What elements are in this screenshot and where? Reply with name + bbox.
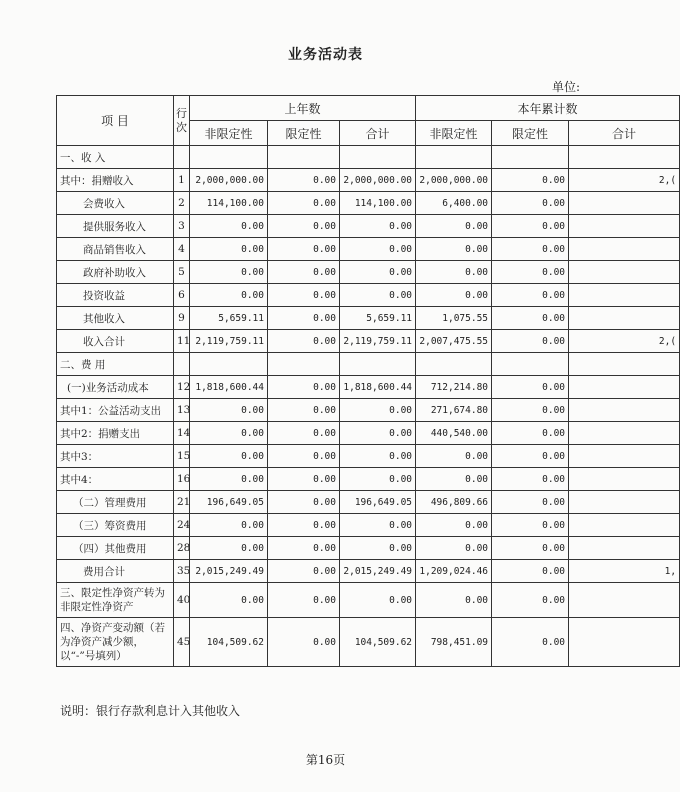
row-item-cell: 二、费 用 bbox=[57, 353, 174, 376]
prior-unrestricted-cell bbox=[190, 146, 268, 169]
row-line-cell: 14 bbox=[174, 422, 190, 445]
table-row bbox=[57, 284, 680, 307]
current-total-cell bbox=[569, 307, 680, 330]
current-restricted-cell: 0.00 bbox=[492, 215, 569, 238]
prior-total-cell: 104,509.62 bbox=[340, 618, 416, 667]
header-prior-year: 上年数 bbox=[190, 96, 416, 121]
prior-unrestricted-cell: 104,509.62 bbox=[190, 618, 268, 667]
row-line-cell: 13 bbox=[174, 399, 190, 422]
row-line-cell: 12 bbox=[174, 376, 190, 399]
row-item-cell: （二）管理费用 bbox=[57, 491, 174, 514]
current-unrestricted-cell: 1,209,024.46 bbox=[416, 560, 492, 583]
row-line-cell: 9 bbox=[174, 307, 190, 330]
prior-unrestricted-cell: 0.00 bbox=[190, 445, 268, 468]
current-restricted-cell: 0.00 bbox=[492, 261, 569, 284]
table-row bbox=[57, 422, 680, 445]
prior-total-cell: 0.00 bbox=[340, 514, 416, 537]
table-row bbox=[57, 583, 680, 618]
table-row bbox=[57, 307, 680, 330]
current-unrestricted-cell: 0.00 bbox=[416, 238, 492, 261]
current-restricted-cell bbox=[492, 353, 569, 376]
row-line-cell: 2 bbox=[174, 192, 190, 215]
prior-unrestricted-cell: 0.00 bbox=[190, 399, 268, 422]
row-item-cell: 四、净资产变动额（若为净资产减少额，以“-”号填列） bbox=[57, 618, 174, 667]
table-row bbox=[57, 353, 680, 376]
table-row bbox=[57, 169, 680, 192]
prior-restricted-cell: 0.00 bbox=[268, 376, 340, 399]
row-item-cell: 提供服务收入 bbox=[57, 215, 174, 238]
prior-unrestricted-cell: 0.00 bbox=[190, 284, 268, 307]
prior-unrestricted-cell: 114,100.00 bbox=[190, 192, 268, 215]
prior-restricted-cell bbox=[268, 146, 340, 169]
row-item-cell: 费用合计 bbox=[57, 560, 174, 583]
current-total-cell: 2,( bbox=[569, 169, 680, 192]
current-total-cell bbox=[569, 468, 680, 491]
table-row bbox=[57, 399, 680, 422]
prior-restricted-cell: 0.00 bbox=[268, 422, 340, 445]
prior-unrestricted-cell: 0.00 bbox=[190, 238, 268, 261]
row-line-cell: 15 bbox=[174, 445, 190, 468]
current-total-cell bbox=[569, 422, 680, 445]
current-total-cell bbox=[569, 146, 680, 169]
current-restricted-cell: 0.00 bbox=[492, 399, 569, 422]
current-unrestricted-cell: 271,674.80 bbox=[416, 399, 492, 422]
prior-restricted-cell: 0.00 bbox=[268, 445, 340, 468]
row-line-cell: 1 bbox=[174, 169, 190, 192]
table-row bbox=[57, 560, 680, 583]
prior-unrestricted-cell bbox=[190, 353, 268, 376]
prior-restricted-cell: 0.00 bbox=[268, 514, 340, 537]
prior-total-cell: 5,659.11 bbox=[340, 307, 416, 330]
current-total-cell: 1, bbox=[569, 560, 680, 583]
row-line-cell: 40 bbox=[174, 583, 190, 618]
current-unrestricted-cell: 0.00 bbox=[416, 468, 492, 491]
table-row bbox=[57, 261, 680, 284]
table-row bbox=[57, 514, 680, 537]
prior-unrestricted-cell: 2,000,000.00 bbox=[190, 169, 268, 192]
prior-total-cell: 114,100.00 bbox=[340, 192, 416, 215]
current-total-cell bbox=[569, 261, 680, 284]
current-total-cell bbox=[569, 514, 680, 537]
prior-unrestricted-cell: 1,818,600.44 bbox=[190, 376, 268, 399]
row-line-cell: 28 bbox=[174, 537, 190, 560]
prior-restricted-cell: 0.00 bbox=[268, 169, 340, 192]
header-row-1 bbox=[57, 96, 680, 121]
current-unrestricted-cell: 0.00 bbox=[416, 215, 492, 238]
current-total-cell bbox=[569, 192, 680, 215]
current-restricted-cell: 0.00 bbox=[492, 468, 569, 491]
current-total-cell bbox=[569, 376, 680, 399]
prior-unrestricted-cell: 0.00 bbox=[190, 514, 268, 537]
row-item-cell: 其中3： bbox=[57, 445, 174, 468]
table-row bbox=[57, 192, 680, 215]
current-unrestricted-cell: 0.00 bbox=[416, 445, 492, 468]
current-unrestricted-cell bbox=[416, 146, 492, 169]
unit-label: 单位: bbox=[552, 80, 581, 94]
current-total-cell bbox=[569, 618, 680, 667]
current-unrestricted-cell: 440,540.00 bbox=[416, 422, 492, 445]
table-row bbox=[57, 376, 680, 399]
header-item: 项 目 bbox=[57, 96, 174, 146]
row-item-cell: 投资收益 bbox=[57, 284, 174, 307]
current-unrestricted-cell: 1,075.55 bbox=[416, 307, 492, 330]
current-restricted-cell: 0.00 bbox=[492, 307, 569, 330]
prior-unrestricted-cell: 196,649.05 bbox=[190, 491, 268, 514]
prior-total-cell: 0.00 bbox=[340, 468, 416, 491]
prior-unrestricted-cell: 2,015,249.49 bbox=[190, 560, 268, 583]
prior-unrestricted-cell: 5,659.11 bbox=[190, 307, 268, 330]
prior-restricted-cell bbox=[268, 353, 340, 376]
current-unrestricted-cell: 496,809.66 bbox=[416, 491, 492, 514]
prior-restricted-cell: 0.00 bbox=[268, 618, 340, 667]
table-row bbox=[57, 215, 680, 238]
table-row bbox=[57, 238, 680, 261]
current-total-cell bbox=[569, 284, 680, 307]
prior-unrestricted-cell: 0.00 bbox=[190, 537, 268, 560]
prior-total-cell: 0.00 bbox=[340, 537, 416, 560]
row-line-cell: 45 bbox=[174, 618, 190, 667]
row-item-cell: 一、收 入 bbox=[57, 146, 174, 169]
prior-restricted-cell: 0.00 bbox=[268, 468, 340, 491]
current-total-cell bbox=[569, 215, 680, 238]
current-restricted-cell bbox=[492, 146, 569, 169]
header-current-unrestricted: 非限定性 bbox=[416, 121, 492, 146]
current-restricted-cell: 0.00 bbox=[492, 238, 569, 261]
prior-restricted-cell: 0.00 bbox=[268, 261, 340, 284]
table-row bbox=[57, 330, 680, 353]
current-restricted-cell: 0.00 bbox=[492, 376, 569, 399]
prior-restricted-cell: 0.00 bbox=[268, 560, 340, 583]
row-line-cell bbox=[174, 146, 190, 169]
prior-unrestricted-cell: 0.00 bbox=[190, 261, 268, 284]
prior-unrestricted-cell: 0.00 bbox=[190, 422, 268, 445]
current-unrestricted-cell bbox=[416, 353, 492, 376]
prior-restricted-cell: 0.00 bbox=[268, 238, 340, 261]
prior-restricted-cell: 0.00 bbox=[268, 307, 340, 330]
current-restricted-cell: 0.00 bbox=[492, 537, 569, 560]
prior-unrestricted-cell: 2,119,759.11 bbox=[190, 330, 268, 353]
current-restricted-cell: 0.00 bbox=[492, 514, 569, 537]
row-item-cell: （三）筹资费用 bbox=[57, 514, 174, 537]
prior-total-cell: 2,015,249.49 bbox=[340, 560, 416, 583]
table-row bbox=[57, 146, 680, 169]
row-line-cell: 5 bbox=[174, 261, 190, 284]
row-item-cell: 政府补助收入 bbox=[57, 261, 174, 284]
prior-restricted-cell: 0.00 bbox=[268, 192, 340, 215]
current-restricted-cell: 0.00 bbox=[492, 330, 569, 353]
current-total-cell bbox=[569, 491, 680, 514]
header-current-year: 本年累计数 bbox=[416, 96, 680, 121]
header-prior-total: 合计 bbox=[340, 121, 416, 146]
prior-restricted-cell: 0.00 bbox=[268, 399, 340, 422]
prior-total-cell: 0.00 bbox=[340, 284, 416, 307]
footnote: 说明：银行存款利息计入其他收入 bbox=[60, 704, 241, 718]
current-unrestricted-cell: 0.00 bbox=[416, 537, 492, 560]
row-item-cell: 会费收入 bbox=[57, 192, 174, 215]
header-prior-restricted: 限定性 bbox=[268, 121, 340, 146]
prior-restricted-cell: 0.00 bbox=[268, 215, 340, 238]
prior-total-cell: 1,818,600.44 bbox=[340, 376, 416, 399]
prior-unrestricted-cell: 0.00 bbox=[190, 468, 268, 491]
row-item-cell: 其他收入 bbox=[57, 307, 174, 330]
row-item-cell: （四）其他费用 bbox=[57, 537, 174, 560]
row-item-cell: 其中2：捐赠支出 bbox=[57, 422, 174, 445]
row-line-cell: 35 bbox=[174, 560, 190, 583]
prior-restricted-cell: 0.00 bbox=[268, 537, 340, 560]
prior-restricted-cell: 0.00 bbox=[268, 491, 340, 514]
header-line: 行次 bbox=[174, 96, 190, 146]
row-item-cell: 收入合计 bbox=[57, 330, 174, 353]
current-restricted-cell: 0.00 bbox=[492, 583, 569, 618]
current-unrestricted-cell: 0.00 bbox=[416, 284, 492, 307]
activity-table-container bbox=[56, 95, 677, 695]
table-row bbox=[57, 618, 680, 667]
header-current-restricted: 限定性 bbox=[492, 121, 569, 146]
header-prior-unrestricted: 非限定性 bbox=[190, 121, 268, 146]
current-restricted-cell: 0.00 bbox=[492, 169, 569, 192]
current-unrestricted-cell: 2,000,000.00 bbox=[416, 169, 492, 192]
prior-total-cell: 0.00 bbox=[340, 238, 416, 261]
current-unrestricted-cell: 2,007,475.55 bbox=[416, 330, 492, 353]
current-unrestricted-cell: 712,214.80 bbox=[416, 376, 492, 399]
current-restricted-cell: 0.00 bbox=[492, 491, 569, 514]
row-line-cell: 16 bbox=[174, 468, 190, 491]
current-restricted-cell: 0.00 bbox=[492, 422, 569, 445]
row-item-cell: 其中4： bbox=[57, 468, 174, 491]
current-total-cell bbox=[569, 583, 680, 618]
activity-table bbox=[56, 95, 680, 667]
current-unrestricted-cell: 0.00 bbox=[416, 514, 492, 537]
current-total-cell: 2,( bbox=[569, 330, 680, 353]
row-item-cell: 三、限定性净资产转为非限定性净资产 bbox=[57, 583, 174, 618]
current-restricted-cell: 0.00 bbox=[492, 560, 569, 583]
prior-unrestricted-cell: 0.00 bbox=[190, 215, 268, 238]
prior-total-cell bbox=[340, 146, 416, 169]
row-line-cell bbox=[174, 353, 190, 376]
prior-total-cell: 0.00 bbox=[340, 261, 416, 284]
header-current-total: 合计 bbox=[569, 121, 680, 146]
prior-total-cell: 0.00 bbox=[340, 445, 416, 468]
prior-total-cell: 0.00 bbox=[340, 399, 416, 422]
current-total-cell bbox=[569, 399, 680, 422]
row-item-cell: 其中1：公益活动支出 bbox=[57, 399, 174, 422]
current-restricted-cell: 0.00 bbox=[492, 445, 569, 468]
row-line-cell: 24 bbox=[174, 514, 190, 537]
prior-total-cell bbox=[340, 353, 416, 376]
current-unrestricted-cell: 0.00 bbox=[416, 583, 492, 618]
page-number: 第16页 bbox=[305, 753, 346, 767]
prior-total-cell: 0.00 bbox=[340, 583, 416, 618]
current-unrestricted-cell: 0.00 bbox=[416, 261, 492, 284]
prior-total-cell: 2,119,759.11 bbox=[340, 330, 416, 353]
table-row bbox=[57, 468, 680, 491]
current-total-cell bbox=[569, 353, 680, 376]
current-unrestricted-cell: 798,451.09 bbox=[416, 618, 492, 667]
page-title: 业务活动表 bbox=[288, 47, 363, 63]
current-restricted-cell: 0.00 bbox=[492, 618, 569, 667]
prior-restricted-cell: 0.00 bbox=[268, 583, 340, 618]
current-restricted-cell: 0.00 bbox=[492, 284, 569, 307]
row-line-cell: 6 bbox=[174, 284, 190, 307]
current-total-cell bbox=[569, 238, 680, 261]
current-restricted-cell: 0.00 bbox=[492, 192, 569, 215]
row-line-cell: 3 bbox=[174, 215, 190, 238]
prior-total-cell: 2,000,000.00 bbox=[340, 169, 416, 192]
current-total-cell bbox=[569, 537, 680, 560]
row-line-cell: 11 bbox=[174, 330, 190, 353]
row-line-cell: 4 bbox=[174, 238, 190, 261]
prior-total-cell: 0.00 bbox=[340, 422, 416, 445]
prior-total-cell: 0.00 bbox=[340, 215, 416, 238]
row-item-cell: 其中：捐赠收入 bbox=[57, 169, 174, 192]
prior-restricted-cell: 0.00 bbox=[268, 330, 340, 353]
prior-total-cell: 196,649.05 bbox=[340, 491, 416, 514]
row-item-cell: 商品销售收入 bbox=[57, 238, 174, 261]
table-row bbox=[57, 537, 680, 560]
prior-unrestricted-cell: 0.00 bbox=[190, 583, 268, 618]
prior-restricted-cell: 0.00 bbox=[268, 284, 340, 307]
current-unrestricted-cell: 6,400.00 bbox=[416, 192, 492, 215]
row-line-cell: 21 bbox=[174, 491, 190, 514]
current-total-cell bbox=[569, 445, 680, 468]
table-row bbox=[57, 445, 680, 468]
table-row bbox=[57, 491, 680, 514]
row-item-cell: (一)业务活动成本 bbox=[57, 376, 174, 399]
